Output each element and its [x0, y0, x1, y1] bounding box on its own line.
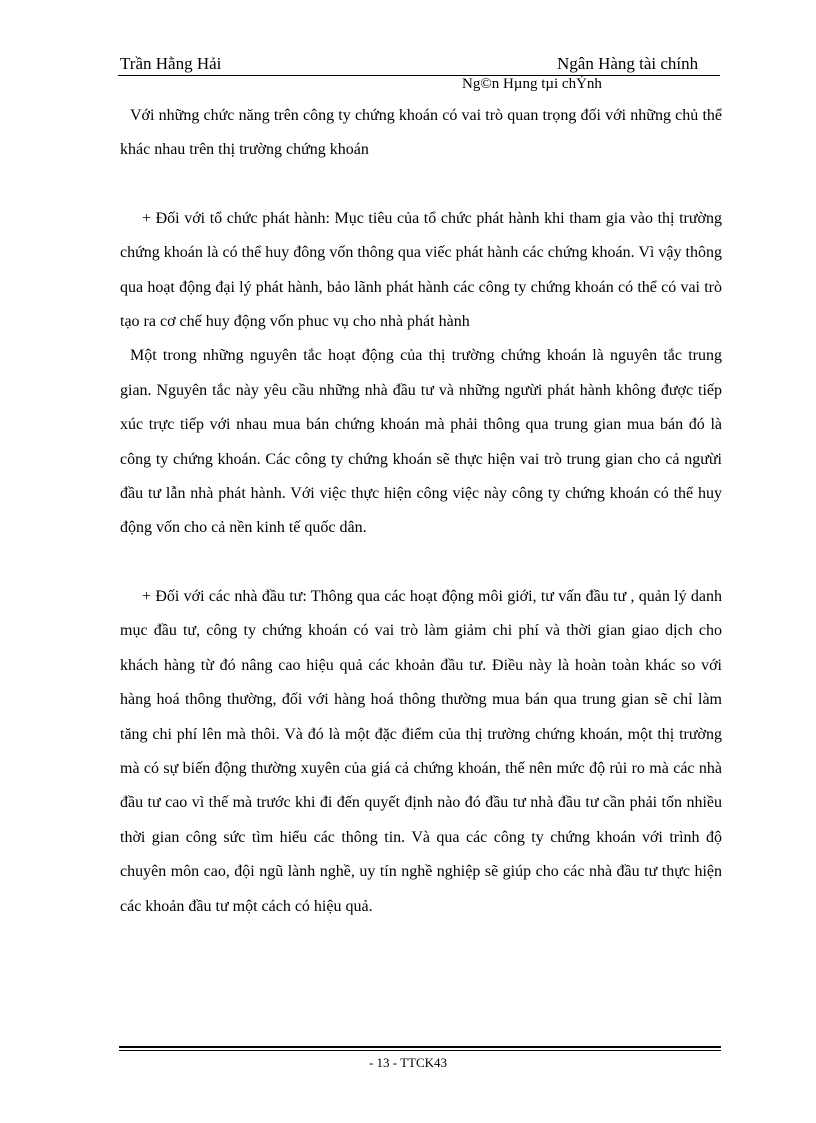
paragraph-gap	[120, 168, 722, 202]
paragraph-issuers: + Đối với tổ chức phát hành: Mục tiêu của tổ chức phát hành khi tham gia vào thị trường chứng khoán là có thể huy đông vốn thông qua viếc phát hành các chứng khoán. Vì vậy thông qua hoạt động đại lý phát hành, bảo lãnh phát hành các công ty chứng khoán có thể có vai trò tạo ra cơ chế huy động vốn phuc vụ cho nhà phát hành	[120, 209, 722, 331]
header-author: Trần Hằng Hải	[120, 54, 222, 73]
footer-divider-thick	[119, 1046, 721, 1048]
document-body	[120, 99, 722, 924]
footer-divider-thin	[119, 1050, 721, 1051]
paragraph-investors: + Đối với các nhà đầu tư: Thông qua các hoạt động môi giới, tư vấn đầu tư , quản lý danh mục đầu tư, công ty chứng khoán có vai trò làm giảm chi phí và thời gian giao dịch cho khách hàng từ đó nâng cao hiệu quả các khoản đầu tư. Điều này là hoàn toàn khác so với hàng hoá thông thường, đối với hàng hoá thông thường mua bán qua trung gian sẽ chỉ làm tăng chi phí lên mà thôi. Và đó là một đặc điểm của thị trường chứng khoán, một thị trường mà có sự biến động thường xuyên của giá cả chứng khoán, thế nên mức độ rủi ro mà các nhà đầu tư cao vì thế mà trước khi đi đến quyết định nào đó đầu tư nhà đầu tư cần phải tốn nhiều thời gian công sức tìm hiểu các thông tin. Và qua các công ty chứng khoán với trình độ chuyên môn cao, đội ngũ lành nghề, uy tín nghề nghiệp sẽ giúp cho các nhà đầu tư thực hiện các khoản đầu tư một cách có hiệu quả.	[120, 587, 722, 915]
page-number: - 13 - TTCK43	[368, 1055, 448, 1070]
header-divider	[118, 75, 720, 76]
paragraph-intro: Với những chức năng trên công ty chứng khoán có vai trò quan trọng đối với những chủ thể khác nhau trên thị trường chứng khoán	[120, 107, 722, 159]
paragraph-gap	[120, 546, 722, 580]
header-subtitle: Ng©n Hµng tµi chÝnh	[462, 76, 602, 92]
header-department: Ngân Hàng tài chính	[557, 54, 699, 73]
paragraph-intermediary: Một trong những nguyên tắc hoạt động của thị trường chứng khoán là nguyên tắc trung gian. Nguyên tắc này yêu cầu những nhà đầu tư và những ngưừi phát hành không được tiếp xúc trực tiếp với nhau mua bán chứng khoán mà phải thông qua trung gian mua bán đó là công ty chứng khoán. Các công ty chứng khoán sẽ thực hiện vai trò trung gian cho cả ngưừi đầu tư lẫn nhà phát hành. Với việc thực hiện công việc này công ty chứng khoán có thể huy động vốn cho cả nền kinh tế quốc dân.	[120, 347, 722, 537]
